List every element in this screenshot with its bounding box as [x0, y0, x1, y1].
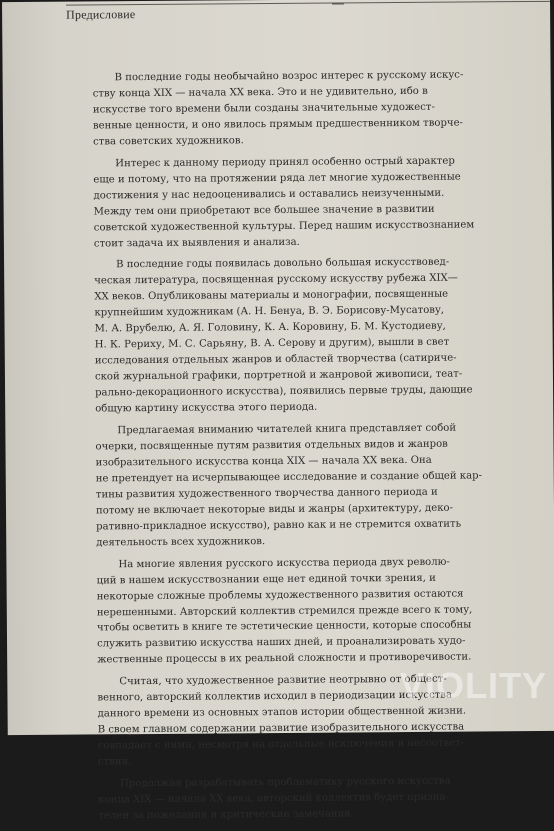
text-line: не претендует на исчерпывающее исследование и создание общей кар-	[95, 470, 483, 485]
paragraph	[98, 773, 536, 824]
text-line: совпадает с ними, несмотря на отдельные исключения и несоответ-	[97, 737, 465, 752]
paragraph	[96, 554, 535, 669]
text-line: Интерес к данному периоду принял особенно острый характер	[115, 155, 455, 170]
text-line: венного, авторский коллектив исходил в периодизации искусства	[97, 689, 453, 704]
text-line: еще и потому, что на протяжении ряда лет многие художественные	[93, 171, 461, 186]
text-line: ства советских художников.	[93, 135, 244, 148]
text-line: данного времени из основных этапов истории общественной жизни.	[97, 705, 467, 720]
text-line: ций в нашем искусствознании еще нет единой точки зрения, и	[96, 572, 436, 587]
watermark: VIOLITY	[400, 665, 548, 706]
text-line: очерки, посвященные путям развития отдельных видов и жанров	[95, 438, 448, 453]
text-line: стоит задача их выявления и анализа.	[93, 236, 300, 249]
text-line: деятельность всех художников.	[96, 535, 266, 549]
text-line: достижения у нас недооценивались и оставались неизученными.	[93, 187, 445, 202]
text-line: общую картину искусства этого периода.	[95, 401, 318, 415]
text-line: исследования отдельных жанров и областей творчества (сатириче-	[94, 352, 457, 367]
text-line: служить развитию искусства наших дней, и проанализировать худо-	[97, 635, 466, 650]
text-line: чтобы осветить в книге те эстетические ценности, которые способны	[96, 619, 472, 634]
text-line: тины развития художественного творчества данного периода и	[95, 486, 438, 501]
text-line: В последние годы появилась довольно большая искусствовед-	[116, 257, 450, 271]
paragraph	[94, 254, 533, 417]
paragraph	[95, 420, 534, 551]
text-line: нерешенными. Авторский коллектив стремился прежде всего к тому,	[96, 603, 473, 618]
text-line: жественные процессы в их реальной сложности и противоречивости.	[97, 651, 472, 666]
text-line: В своем главном содержании развитие изобразительного искусства	[97, 721, 465, 736]
running-header: Предисловие	[66, 7, 136, 22]
text-line: XX веков. Опубликованы материалы и монографии, посвященные	[94, 289, 449, 303]
text-line: В последние годы необычайно возрос интерес к русскому искус-	[114, 69, 464, 84]
text-line: советской художественной культуры. Перед нашим искусствознанием	[93, 219, 475, 234]
text-line: ческая литература, посвященная русскому искусству рубежа XIX—	[94, 273, 458, 287]
text-line: потому не включает некоторые виды и жанры (архитектуру, деко-	[95, 502, 454, 517]
text-line: искусстве того времени были созданы значительные художест-	[92, 101, 435, 116]
text-line: венные ценности, и оно явилось прямым предшественником творче-	[92, 117, 463, 132]
text-line: рально-декорационного искусства), появились первые труды, дающие	[95, 384, 473, 399]
header-tick	[332, 0, 344, 5]
book-page	[2, 0, 554, 822]
text-line: Предлагаемая вниманию читателей книга представляет собой	[117, 422, 457, 437]
text-line: ствия.	[97, 756, 132, 768]
text-line: Считая, что художественное развитие неотрывно от общест-	[119, 673, 447, 688]
text-line: Между тем они приобретают все большее значение в развитии	[93, 203, 435, 218]
text-line: некоторые сложные проблемы художественного развития остаются	[96, 588, 464, 602]
page-body	[93, 67, 537, 830]
text-line: крупнейшим художникам (А. Н. Бенуа, В. Э. Борисову-Мусатову,	[94, 305, 445, 319]
text-line: ративно-прикладное искусство), равно как и не стремится охватить	[96, 518, 462, 533]
text-line: М. А. Врубелю, А. Я. Головину, К. А. Коровину, Б. М. Кустодиеву,	[94, 320, 446, 335]
text-line: Продолжая разрабатывать проблематику русского искусства	[120, 775, 451, 790]
paragraph	[93, 67, 532, 150]
header-rule	[66, 1, 550, 6]
text-line: Н. К. Рериху, М. С. Сарьяну, В. А. Серову и другим), вышли в свет	[94, 336, 450, 351]
text-line: телен за пожелания и критические замечания.	[98, 808, 354, 822]
text-line: ской журнальной графики, портретной и жанровой живописи, теат-	[94, 368, 463, 383]
text-line: конца XIX — начала XX века, авторский коллектив будет призна-	[98, 791, 449, 806]
text-line: На многие явления русского искусства периода двух револю-	[118, 556, 450, 570]
text-line: изобразительного искусства конца XIX — начала XX века. Она	[95, 454, 432, 469]
paragraph	[93, 153, 532, 252]
text-line: ству конца XIX — начала XX века. Это и не удивительно, ибо в	[92, 85, 428, 100]
